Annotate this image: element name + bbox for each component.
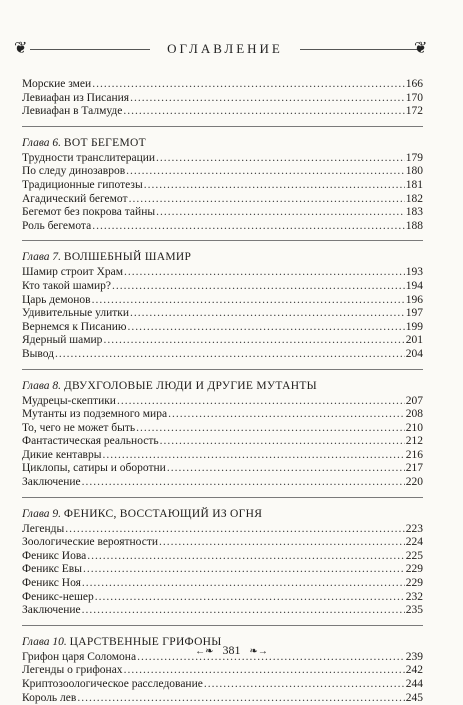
- chapter-label: Глава 8.: [22, 379, 61, 392]
- chapter-heading: [22, 379, 423, 393]
- chapter-name: ВОЛШЕБНЫЙ ШАМИР: [63, 251, 192, 264]
- toc-entry: [22, 307, 423, 321]
- dot-leader: [130, 92, 405, 106]
- toc-entry-page: 229: [405, 563, 423, 576]
- toc-entry-page: 166: [405, 78, 423, 90]
- chapter-label: Глава 6.: [22, 136, 61, 149]
- dot-leader: [77, 692, 404, 705]
- toc-entry-title: Король лев: [22, 691, 77, 704]
- section-divider: [22, 369, 423, 370]
- toc-entry-title: Традиционные гипотезы: [22, 178, 143, 191]
- footer-ornament-left-icon: ←❧: [195, 646, 214, 657]
- toc-entry-title: Кто такой шамир?: [22, 279, 112, 292]
- toc-entry-page: 225: [405, 549, 423, 562]
- toc-entry-page: 232: [405, 590, 423, 603]
- dot-leader: [128, 321, 405, 335]
- dot-leader: [168, 408, 405, 422]
- toc-entry-page: 181: [405, 178, 423, 191]
- toc-entry-title: Роль бегемота: [22, 219, 92, 232]
- section-divider: [22, 240, 423, 241]
- toc-entry: [22, 422, 423, 436]
- toc-entry-page: 179: [405, 151, 423, 164]
- dot-leader: [167, 462, 405, 476]
- dot-leader: [156, 206, 405, 220]
- section-divider: [22, 625, 423, 626]
- toc-entry-page: 216: [405, 448, 423, 461]
- toc-entry-title: Легенды: [22, 522, 65, 535]
- toc-entry-page: 208: [405, 408, 423, 421]
- dot-leader: [92, 220, 405, 234]
- toc-entry: [22, 152, 423, 166]
- toc-entry: [22, 92, 423, 106]
- toc-entry-title: Феникс Евы: [22, 563, 82, 576]
- toc-entry: [22, 449, 423, 463]
- toc-entry-page: 217: [405, 462, 423, 475]
- chapter-heading: [22, 507, 423, 521]
- toc-entry-page: 170: [405, 91, 423, 104]
- toc-entry: [22, 678, 423, 692]
- toc-entry-page: 223: [405, 522, 423, 535]
- toc-entry-title: Заключение: [22, 476, 81, 489]
- toc-entry-title: Агадический бегемот: [22, 192, 128, 205]
- chapter-name: ВОТ БЕГЕМОТ: [63, 136, 146, 149]
- toc-entry-title: Феникс Ноя: [22, 577, 81, 590]
- section-divider: [22, 497, 423, 498]
- toc-entry: [22, 604, 423, 618]
- page-title: ОГЛАВЛЕНИЕ: [167, 41, 283, 56]
- dot-leader: [144, 179, 405, 193]
- toc-entry-page: 204: [405, 347, 423, 360]
- running-header: [14, 38, 443, 62]
- toc-entry-page: 229: [405, 577, 423, 590]
- toc-entry: [22, 266, 423, 280]
- toc-entry-title: Вернемся к Писанию: [22, 320, 127, 333]
- toc-entry-title: Мутанты из подземного мира: [22, 408, 168, 421]
- dot-leader: [102, 449, 404, 463]
- toc-entry-page: 239: [405, 650, 423, 663]
- toc-entry-title: Левиафан в Талмуде: [22, 105, 123, 118]
- dot-leader: [204, 678, 405, 692]
- toc-entry-page: 220: [405, 476, 423, 489]
- page-number: 381: [222, 643, 241, 657]
- dot-leader: [126, 165, 405, 179]
- dot-leader: [82, 604, 405, 618]
- dot-leader: [103, 334, 404, 348]
- toc-entry-page: 194: [405, 279, 423, 292]
- dot-leader: [83, 563, 405, 577]
- toc-entry-title: То, чего не может быть: [22, 421, 136, 434]
- toc-entry-title: Дикие кентавры: [22, 448, 102, 461]
- toc-entry-page: 197: [405, 307, 423, 320]
- toc-entry-title: Царь демонов: [22, 293, 91, 306]
- toc-entry-page: 245: [405, 691, 423, 704]
- toc-entry-title: Удивительные улитки: [22, 307, 129, 320]
- section-divider: [22, 126, 423, 127]
- dot-leader: [124, 266, 405, 280]
- dot-leader: [124, 664, 405, 678]
- toc-entry: [22, 462, 423, 476]
- toc-entry: [22, 280, 423, 294]
- toc-entry-page: 183: [405, 206, 423, 219]
- chapter-heading: [22, 136, 423, 150]
- dot-leader: [87, 550, 405, 564]
- toc-entry: [22, 591, 423, 605]
- dot-leader: [82, 577, 405, 591]
- header-rule-left: [30, 49, 150, 50]
- dot-leader: [156, 152, 405, 166]
- dot-leader: [117, 395, 405, 409]
- toc-entry-title: Грифон царя Соломона: [22, 650, 137, 663]
- toc-entry-title: Левиафан из Писания: [22, 91, 130, 104]
- toc-entry-title: Циклопы, сатиры и оборотни: [22, 462, 166, 475]
- toc-entry: [22, 408, 423, 422]
- dot-leader: [129, 193, 405, 207]
- dot-leader: [92, 294, 405, 308]
- toc-entry-title: Трудности транслитерации: [22, 151, 156, 164]
- toc-entry: [22, 193, 423, 207]
- toc-entry-title: Мудрецы-скептики: [22, 394, 116, 407]
- dot-leader: [112, 280, 405, 294]
- flourish-right-icon: ❦: [414, 40, 428, 57]
- toc-entry-page: 235: [405, 604, 423, 617]
- toc-entry: [22, 179, 423, 193]
- toc-entry: [22, 348, 423, 362]
- dot-leader: [159, 536, 405, 550]
- toc-entry: [22, 334, 423, 348]
- toc-entry: [22, 550, 423, 564]
- toc-entry-title: По следу динозавров: [22, 165, 126, 178]
- chapter-label: Глава 9.: [22, 507, 61, 520]
- toc-entry: [22, 577, 423, 591]
- dot-leader: [65, 523, 405, 537]
- chapter-name: ЦАРСТВЕННЫЕ ГРИФОНЫ: [69, 635, 222, 648]
- toc-entry-title: Заключение: [22, 604, 81, 617]
- toc-entry: [22, 664, 423, 678]
- toc-entry: [22, 536, 423, 550]
- toc-entry-title: Криптозоологическое расследование: [22, 678, 203, 690]
- page-footer: [0, 643, 463, 658]
- toc-entry: [22, 321, 423, 335]
- dot-leader: [123, 105, 404, 119]
- toc-entry-title: Феникс-нешер: [22, 590, 94, 603]
- toc-entry-page: 193: [405, 266, 423, 279]
- toc-entry: [22, 563, 423, 577]
- header-rule-right: [300, 49, 418, 50]
- toc-entry-title: Легенды о грифонах: [22, 664, 123, 677]
- toc-entry: [22, 435, 423, 449]
- toc-entry: [22, 165, 423, 179]
- toc-entry: [22, 523, 423, 537]
- toc-entry-title: Шамир строит Храм: [22, 266, 124, 279]
- dot-leader: [160, 435, 405, 449]
- toc-entry: [22, 395, 423, 409]
- footer-ornament-right-icon: ❧→: [249, 646, 268, 657]
- chapter-name: ФЕНИКС, ВОССТАЮЩИЙ ИЗ ОГНЯ: [63, 507, 263, 520]
- toc-entry-title: Зоологические вероятности: [22, 536, 159, 549]
- toc-entry-page: 201: [405, 334, 423, 347]
- dot-leader: [55, 348, 405, 362]
- toc-entry-page: 210: [405, 421, 423, 434]
- table-of-contents: [22, 78, 423, 705]
- toc-entry-page: 199: [405, 320, 423, 333]
- toc-entry-title: Фантастическая реальность: [22, 435, 159, 448]
- toc-entry-page: 212: [405, 435, 423, 448]
- toc-entry-title: Ядерный шамир: [22, 334, 103, 347]
- chapter-label: Глава 10.: [22, 635, 67, 648]
- dot-leader: [92, 78, 405, 92]
- toc-entry: [22, 294, 423, 308]
- chapter-label: Глава 7.: [22, 251, 61, 264]
- toc-entry-page: 242: [405, 664, 423, 677]
- toc-entry: [22, 105, 423, 119]
- toc-entry-title: Вывод: [22, 347, 55, 360]
- toc-entry: [22, 78, 423, 92]
- toc-entry-page: 196: [405, 293, 423, 306]
- toc-entry-title: Бегемот без покрова тайны: [22, 206, 156, 219]
- toc-entry: [22, 476, 423, 490]
- toc-entry-page: 188: [405, 219, 423, 232]
- toc-entry-page: 244: [405, 678, 423, 690]
- dot-leader: [136, 422, 405, 436]
- toc-entry: [22, 692, 423, 705]
- chapter-name: ДВУХГОЛОВЫЕ ЛЮДИ И ДРУГИЕ МУТАНТЫ: [63, 379, 317, 392]
- toc-entry-page: 207: [405, 394, 423, 407]
- toc-entry: [22, 220, 423, 234]
- dot-leader: [82, 476, 405, 490]
- dot-leader: [130, 307, 405, 321]
- toc-entry-page: 172: [405, 105, 423, 118]
- toc-entry-page: 182: [405, 192, 423, 205]
- toc-entry-title: Морские змеи: [22, 78, 92, 90]
- dot-leader: [95, 591, 405, 605]
- flourish-left-icon: ❦: [14, 40, 28, 57]
- chapter-heading: [22, 250, 423, 264]
- toc-entry-title: Феникс Иова: [22, 549, 87, 562]
- toc-entry-page: 180: [405, 165, 423, 178]
- toc-entry: [22, 206, 423, 220]
- toc-entry-page: 224: [405, 536, 423, 549]
